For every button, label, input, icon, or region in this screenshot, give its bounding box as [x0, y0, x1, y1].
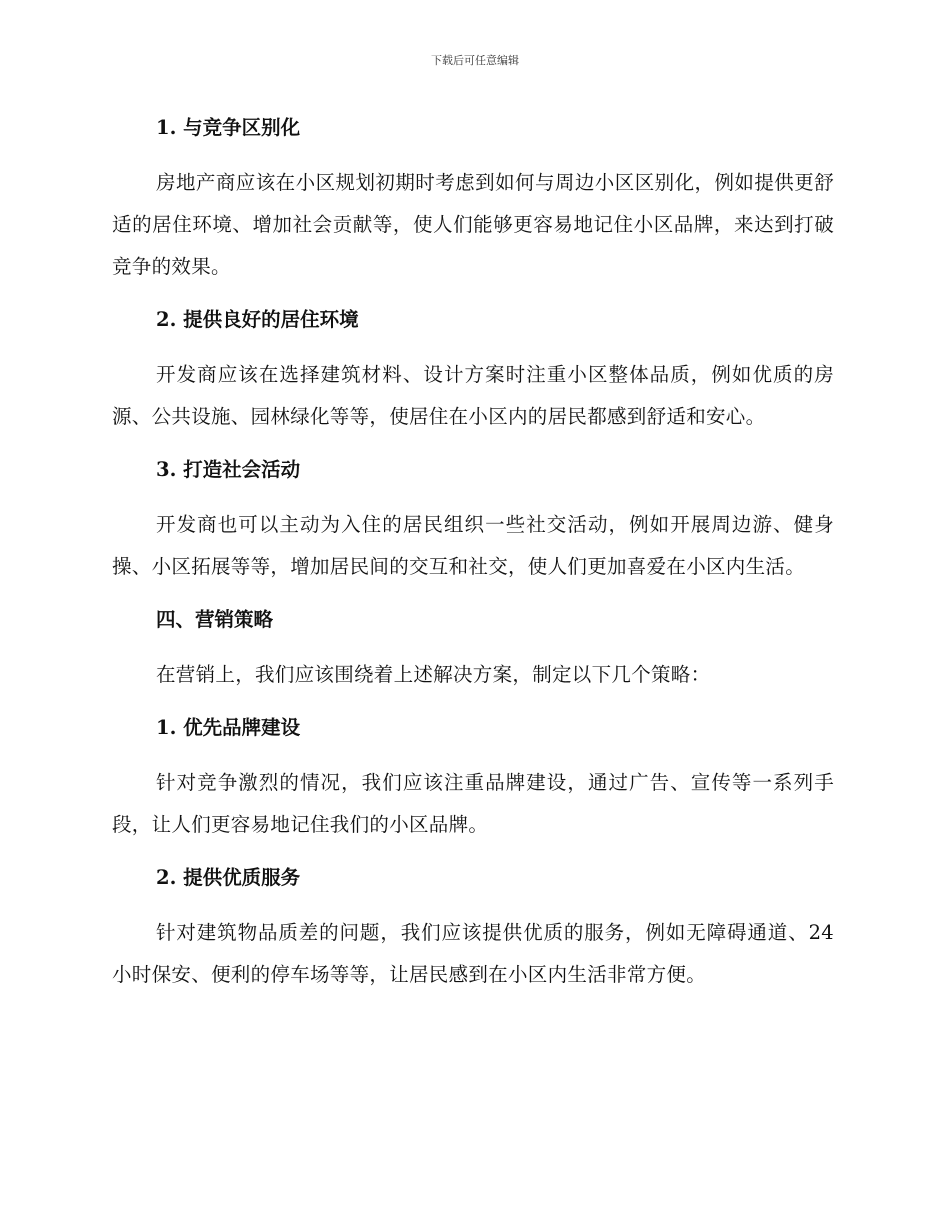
document-body — [112, 108, 834, 1008]
section-heading-marketing-strategy: 四、营销策略 — [156, 608, 274, 631]
section-paragraph-quality-service: 针对建筑物品质差的问题，我们应该提供优质的服务，例如无障碍通道、24 小时保安、便利的停车场等等，让居民感到在小区内生活非常方便。 — [112, 921, 834, 986]
section-paragraph-brand-building: 针对竞争激烈的情况，我们应该注重品牌建设，通过广告、宣传等一系列手段，让人们更容易地记住我们的小区品牌。 — [112, 771, 834, 836]
section-paragraph-living-environment: 开发商应该在选择建筑材料、设计方案时注重小区整体品质，例如优质的房源、公共设施、园林绿化等等，使居住在小区内的居民都感到舒适和安心。 — [112, 363, 834, 428]
section-heading-social-activities: 3. 打造社会活动 — [156, 458, 301, 481]
section-heading-differentiation: 1. 与竞争区别化 — [156, 116, 301, 139]
section-heading-brand-building: 1. 优先品牌建设 — [156, 716, 301, 739]
page-header-note: 下载后可任意编辑 — [431, 54, 519, 67]
section-heading-living-environment: 2. 提供良好的居住环境 — [156, 308, 359, 331]
section-paragraph-marketing-strategy: 在营销上，我们应该围绕着上述解决方案，制定以下几个策略： — [156, 663, 711, 686]
section-paragraph-differentiation: 房地产商应该在小区规划初期时考虑到如何与周边小区区别化，例如提供更舒适的居住环境、增加社会贡献等，使人们能够更容易地记住小区品牌，来达到打破竞争的效果。 — [112, 171, 834, 278]
section-paragraph-social-activities: 开发商也可以主动为入住的居民组织一些社交活动，例如开展周边游、健身操、小区拓展等等，增加居民间的交互和社交，使人们更加喜爱在小区内生活。 — [112, 513, 834, 578]
section-heading-quality-service: 2. 提供优质服务 — [156, 866, 301, 889]
